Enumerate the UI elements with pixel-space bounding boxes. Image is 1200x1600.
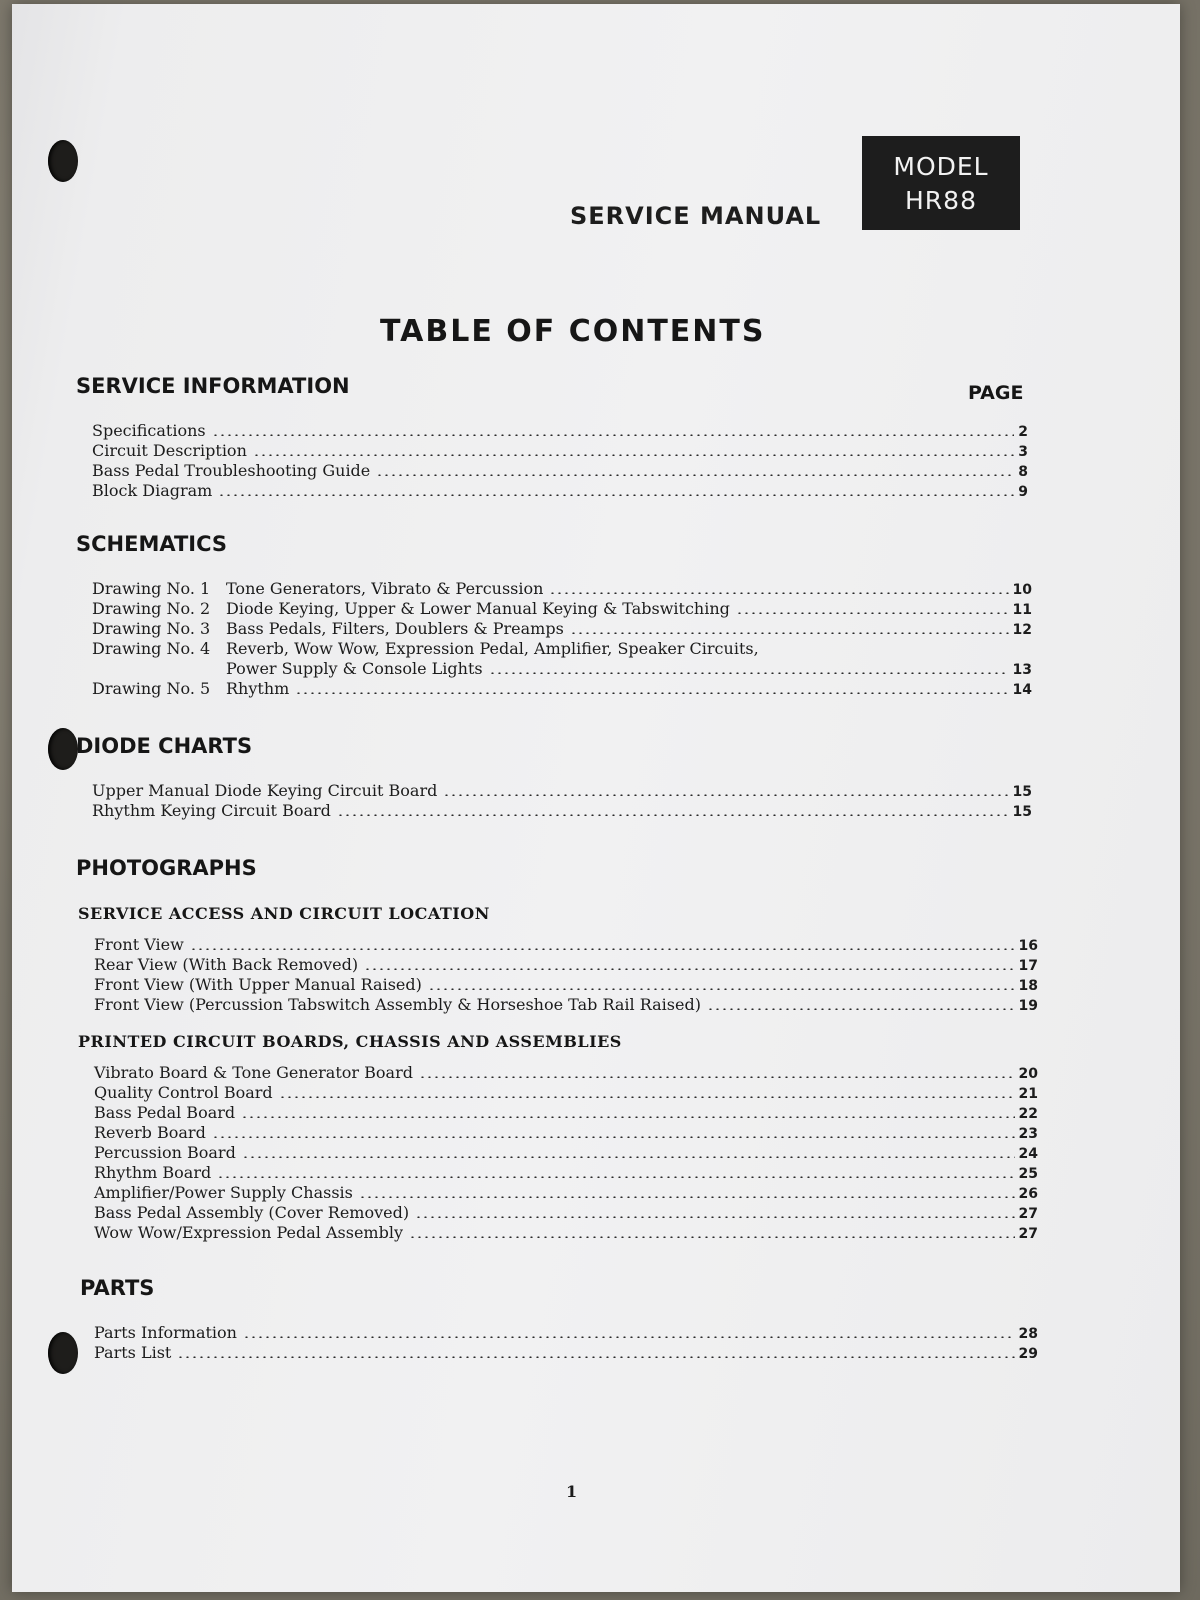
toc-entry[interactable]: Upper Manual Diode Keying Circuit Board 15 (92, 781, 1032, 800)
toc-entry[interactable]: Circuit Description 3 (92, 441, 1028, 460)
model-badge (862, 136, 1020, 230)
toc-entry[interactable]: Rhythm Keying Circuit Board 15 (92, 801, 1032, 820)
page-number: 1 (566, 1482, 578, 1501)
toc-entry[interactable]: Drawing No. 3 Bass Pedals, Filters, Doublers & Preamps 12 (92, 619, 1032, 638)
page-title: TABLE OF CONTENTS (380, 314, 766, 349)
subsection-title-service-access: SERVICE ACCESS AND CIRCUIT LOCATION (78, 904, 490, 923)
toc-entry[interactable]: Rhythm Board 25 (94, 1163, 1038, 1182)
toc-entry[interactable]: Front View (With Upper Manual Raised) 18 (94, 975, 1038, 994)
toc-entry[interactable]: Front View 16 (94, 935, 1038, 954)
page-column-label: PAGE (968, 382, 1024, 404)
binder-hole-middle (48, 728, 78, 770)
toc-entry[interactable]: Parts Information 28 (94, 1323, 1038, 1342)
subsection-title-pcb: PRINTED CIRCUIT BOARDS, CHASSIS AND ASSEMBLIES (78, 1032, 622, 1051)
section-title-photographs: PHOTOGRAPHS (76, 856, 257, 880)
toc-entry[interactable]: Percussion Board 24 (94, 1143, 1038, 1162)
toc-entry[interactable]: Quality Control Board 21 (94, 1083, 1038, 1102)
toc-entry[interactable]: Front View (Percussion Tabswitch Assembly & Horseshoe Tab Rail Raised) 19 (94, 995, 1038, 1014)
toc-entry[interactable]: Amplifier/Power Supply Chassis 26 (94, 1183, 1038, 1202)
toc-entry[interactable]: Drawing No. 5 Rhythm 14 (92, 679, 1032, 698)
model-label: MODEL (893, 152, 989, 181)
section-title-service-information: SERVICE INFORMATION (76, 374, 350, 398)
binder-hole-top (48, 140, 78, 182)
model-number: HR88 (905, 186, 977, 215)
toc-entry[interactable]: Block Diagram 9 (92, 481, 1028, 500)
toc-entry[interactable]: Bass Pedal Troubleshooting Guide 8 (92, 461, 1028, 480)
toc-entry[interactable]: Power Supply & Console Lights 13 (226, 659, 1032, 678)
toc-entry[interactable]: Wow Wow/Expression Pedal Assembly 27 (94, 1223, 1038, 1242)
toc-entry[interactable]: Reverb Board 23 (94, 1123, 1038, 1142)
toc-entry[interactable]: Parts List 29 (94, 1343, 1038, 1362)
section-title-parts: PARTS (80, 1276, 155, 1300)
toc-entry[interactable]: Specifications 2 (92, 421, 1028, 440)
toc-entry[interactable]: Rear View (With Back Removed) 17 (94, 955, 1038, 974)
toc-entry[interactable]: Drawing No. 4 Reverb, Wow Wow, Expression Pedal, Amplifier, Speaker Circuits, (92, 639, 759, 658)
toc-entry[interactable]: Drawing No. 2 Diode Keying, Upper & Lower Manual Keying & Tabswitching 11 (92, 599, 1032, 618)
toc-entry[interactable]: Vibrato Board & Tone Generator Board 20 (94, 1063, 1038, 1082)
toc-entry[interactable]: Drawing No. 1 Tone Generators, Vibrato & Percussion 10 (92, 579, 1032, 598)
service-manual-heading: SERVICE MANUAL (570, 202, 822, 230)
toc-entry[interactable]: Bass Pedal Board 22 (94, 1103, 1038, 1122)
binder-hole-bottom (48, 1332, 78, 1374)
section-title-schematics: SCHEMATICS (76, 532, 228, 556)
toc-entry[interactable]: Bass Pedal Assembly (Cover Removed) 27 (94, 1203, 1038, 1222)
section-title-diode-charts: DIODE CHARTS (76, 734, 253, 758)
